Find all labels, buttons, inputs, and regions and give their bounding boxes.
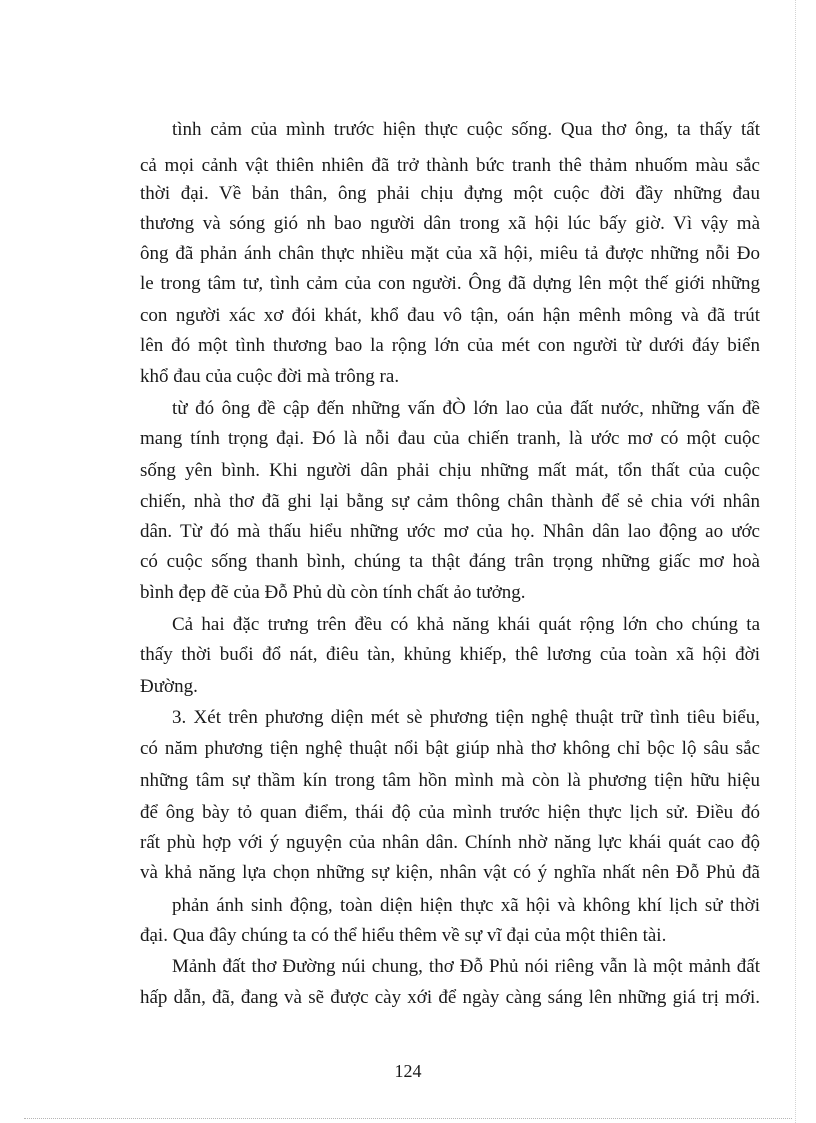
text-line: và khả năng lựa chọn những sự kiện, nhân vật có ý nghĩa nhất nên Đỗ Phủ đã bbox=[140, 862, 760, 883]
text-line: có năm phương tiện nghệ thuật nổi bật giúp nhà thơ không chỉ bộc lộ sâu sắc bbox=[140, 738, 760, 759]
page-right-border bbox=[795, 0, 796, 1123]
text-line: từ đó ông đề cập đến những vấn đÒ lớn lao của đất nước, những vấn đề bbox=[172, 398, 760, 419]
text-line: bình đẹp đẽ của Đỗ Phủ dù còn tính chất ảo tưởng. bbox=[140, 582, 526, 603]
text-line: dân. Từ đó mà thấu hiểu những ước mơ của họ. Nhân dân lao động ao ước bbox=[140, 521, 760, 542]
text-line: thời đại. Về bản thân, ông phải chịu đựng một cuộc đời đầy những đau bbox=[140, 183, 760, 204]
text-line: rất phù hợp với ý nguyện của nhân dân. Chính nhờ năng lực khái quát cao độ bbox=[140, 832, 760, 853]
text-line: ông đã phản ánh chân thực nhiều mặt của xã hội, miêu tả được những nỗi Đo bbox=[140, 243, 760, 264]
text-line: khổ đau của cuộc đời mà trông ra. bbox=[140, 366, 400, 387]
text-line: sống yên bình. Khi người dân phải chịu những mất mát, tổn thất của cuộc bbox=[140, 460, 760, 481]
text-line: phản ánh sinh động, toàn diện hiện thực xã hội và không khí lịch sử thời bbox=[172, 895, 760, 916]
text-line: chiến, nhà thơ đã ghi lại bằng sự cảm thông chân thành để sẻ chia với nhân bbox=[140, 491, 760, 512]
text-line: lên đó một tình thương bao la rộng lớn của mét con người từ dưới đáy biển bbox=[140, 335, 760, 356]
text-line: Mảnh đất thơ Đường núi chung, thơ Đỗ Phủ nói riêng vẫn là một mảnh đất bbox=[172, 956, 760, 977]
text-line: con người xác xơ đói khát, khổ đau vô tận, oán hận mênh mông và đã trút bbox=[140, 305, 760, 326]
text-line: tình cảm của mình trước hiện thực cuộc sống. Qua thơ ông, ta thấy tất bbox=[172, 119, 760, 140]
text-line: những tâm sự thầm kín trong tâm hồn mình mà còn là phương tiện hữu hiệu bbox=[140, 770, 760, 791]
text-line: để ông bày tỏ quan điểm, thái độ của mình trước hiện thực lịch sử. Điều đó bbox=[140, 802, 760, 823]
text-line: Cả hai đặc trưng trên đều có khả năng khái quát rộng lớn cho chúng ta bbox=[172, 614, 760, 635]
text-line: đại. Qua đây chúng ta có thể hiểu thêm về sự vĩ đại của một thiên tài. bbox=[140, 925, 667, 946]
text-line: thấy thời buổi đổ nát, điêu tàn, khủng khiếp, thê lương của toàn xã hội đời bbox=[140, 644, 760, 665]
text-line: Đường. bbox=[140, 676, 198, 697]
text-line: hấp dẫn, đã, đang và sẽ được cày xới để ngày càng sáng lên những giá trị mới. bbox=[140, 987, 760, 1008]
text-line: thương và sóng gió nh bao người dân trong xã hội lúc bấy giờ. Vì vậy mà bbox=[140, 213, 760, 234]
text-line: le trong tâm tư, tình cảm của con người. Ông đã dựng lên một thế giới những bbox=[140, 273, 760, 294]
page-bottom-border bbox=[24, 1118, 792, 1119]
text-line: có cuộc sống thanh bình, chúng ta thật đáng trân trọng những giấc mơ hoà bbox=[140, 551, 760, 572]
text-line: mang tính trọng đại. Đó là nỗi đau của chiến tranh, là ước mơ có một cuộc bbox=[140, 428, 760, 449]
text-line: cả mọi cảnh vật thiên nhiên đã trở thành bức tranh thê thảm nhuốm màu sắc bbox=[140, 155, 760, 176]
text-line: 3. Xét trên phương diện mét sè phương tiện nghệ thuật trữ tình tiêu biểu, bbox=[172, 707, 760, 728]
page-number: 124 bbox=[394, 1061, 422, 1081]
